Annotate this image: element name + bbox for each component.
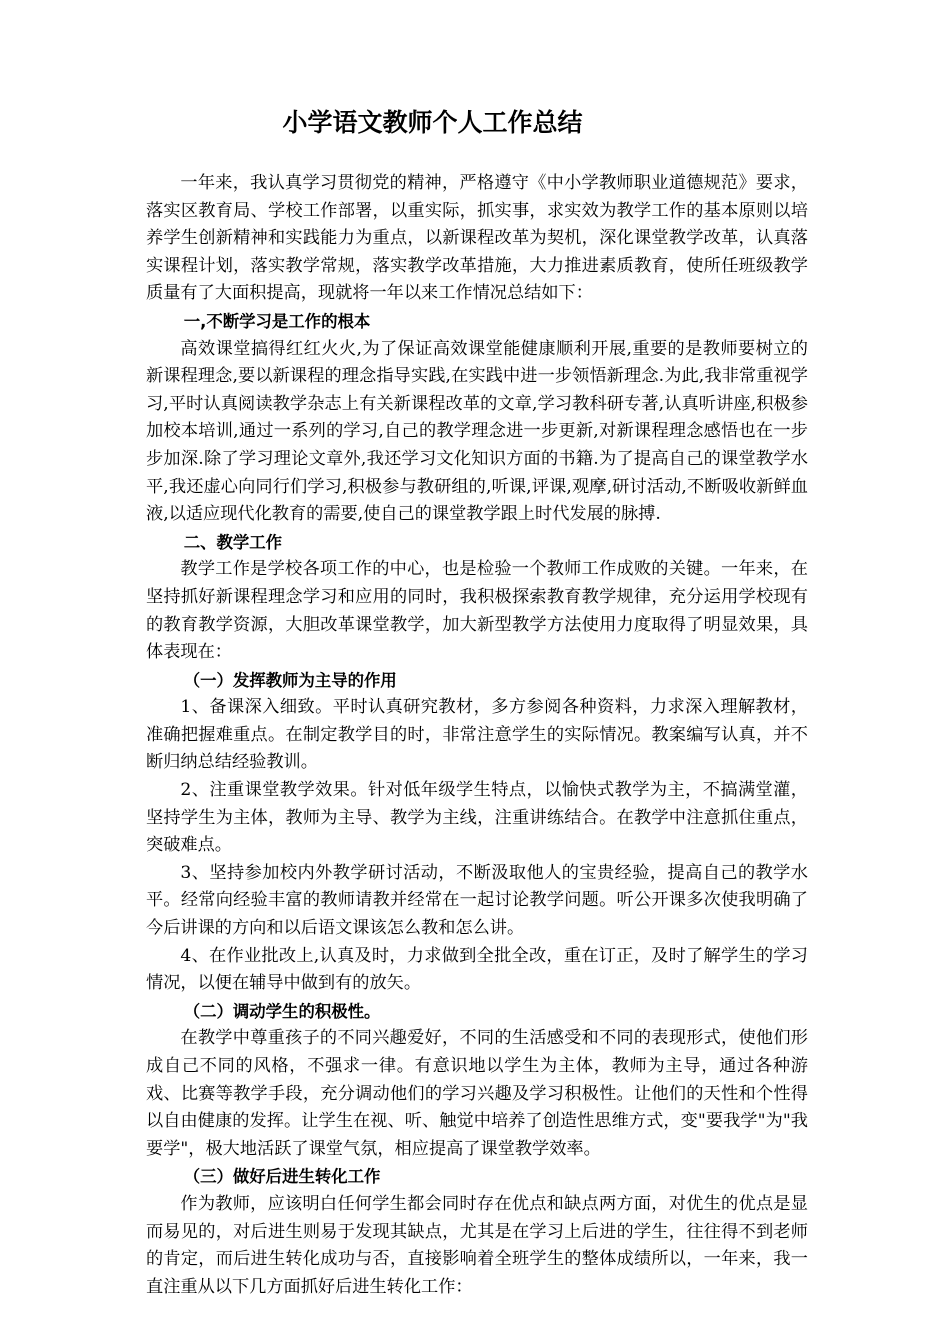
- paragraph-underachievers: 作为教师，应该明白任何学生都会同时存在优点和缺点两方面，对优生的优点是显而易见的，对后进生则易于发现其缺点，尤其是在学习上后进的学生，往往得不到老师的肯定，而后进生转化成功与否，直接影响着全班学生的整体成绩所以，一年来，我一直注重从以下几方面抓好后进生转化工作：: [146, 1193, 808, 1297]
- intro-paragraph: 一年来，我认真学习贯彻党的精神，严格遵守《中小学教师职业道德规范》要求，落实区教育局、学校工作部署，以重实际，抓实事，求实效为教学工作的基本原则以培养学生创新精神和实践能力为重点，以新课程改革为契机，深化课堂教学改革，认真落实课程计划，落实教学常规，落实教学改革措施，大力推进素质教育，使所任班级教学质量有了大面积提高，现就将一年以来工作情况总结如下：: [146, 173, 808, 304]
- subsection-heading-3: （三）做好后进生转化工作: [183, 1167, 381, 1187]
- section-heading-2: 二、教学工作: [183, 532, 283, 552]
- paragraph-motivation: 在教学中尊重孩子的不同兴趣爱好，不同的生活感受和不同的表现形式，使他们形成自己不同的风格，不强求一律。有意识地以学生为主体，教师为主导，通过各种游戏、比赛等教学手段，充分调动他们的学习兴趣及学习积极性。让他们的天性和个性得以自由健康的发挥。让学生在视、听、触觉中培养了创造性思维方式，变"要我学"为"我要学"，极大地活跃了课堂气氛，相应提高了课堂教学效率。: [146, 1028, 808, 1159]
- paragraph-learning: 高效课堂搞得红红火火,为了保证高效课堂能健康顺利开展,重要的是教师要树立的新课程理念,要以新课程的理念指导实践,在实践中进一步领悟新理念.为此,我非常重视学习,平时认真阅读教学杂志上有关新课程改革的文章,学习教科研专著,认真听讲座,积极参加校本培训,通过一系列的学习,自己的教学理念进一步更新,对新课程理念感悟也在一步步加深.除了学习理论文章外,我还学习文化知识方面的书籍.为了提高自己的课堂教学水平,我还虚心向同行们学习,积极参与教研组的,听课,评课,观摩,研讨活动,不断吸收新鲜血液,以适应现代化教育的需要,使自己的课堂教学跟上时代发展的脉搏.: [146, 338, 808, 525]
- paragraph-teaching: 教学工作是学校各项工作的中心，也是检验一个教师工作成败的关键。一年来，在坚持抓好新课程理念学习和应用的同时，我积极探索教育教学规律，充分运用学校现有的教育教学资源，大胆改革课堂教学，加大新型教学方法使用力度取得了明显效果，具体表现在：: [146, 559, 808, 663]
- subsection-heading-2: （二）调动学生的积极性。: [183, 1001, 381, 1021]
- list-item-2: 2、注重课堂教学效果。针对低年级学生特点，以愉快式教学为主，不搞满堂灌，坚持学生为主体，教师为主导、教学为主线，注重讲练结合。在教学中注意抓住重点，突破难点。: [146, 780, 808, 856]
- document-title-text: 小学语文教师个人工作总结: [282, 108, 583, 137]
- document-title: [0, 105, 865, 141]
- section-heading-1: 一,不断学习是工作的根本: [183, 311, 371, 331]
- list-item-3: 3、坚持参加校内外教学研讨活动，不断汲取他人的宝贵经验，提高自己的教学水平。经常向经验丰富的教师请教并经常在一起讨论教学问题。听公开课多次使我明确了今后讲课的方向和以后语文课该怎么教和怎么讲。: [146, 862, 808, 939]
- document-body: [146, 170, 808, 1301]
- list-item-4: 4、在作业批改上,认真及时，力求做到全批全改，重在订正，及时了解学生的学习情况，以便在辅导中做到有的放矢。: [146, 945, 808, 994]
- list-item-1: 1、备课深入细致。平时认真研究教材，多方参阅各种资料，力求深入理解教材，准确把握难重点。在制定教学目的时，非常注意学生的实际情况。教案编写认真，并不断归纳总结经验教训。: [146, 697, 808, 773]
- subsection-heading-1: （一）发挥教师为主导的作用: [183, 670, 397, 690]
